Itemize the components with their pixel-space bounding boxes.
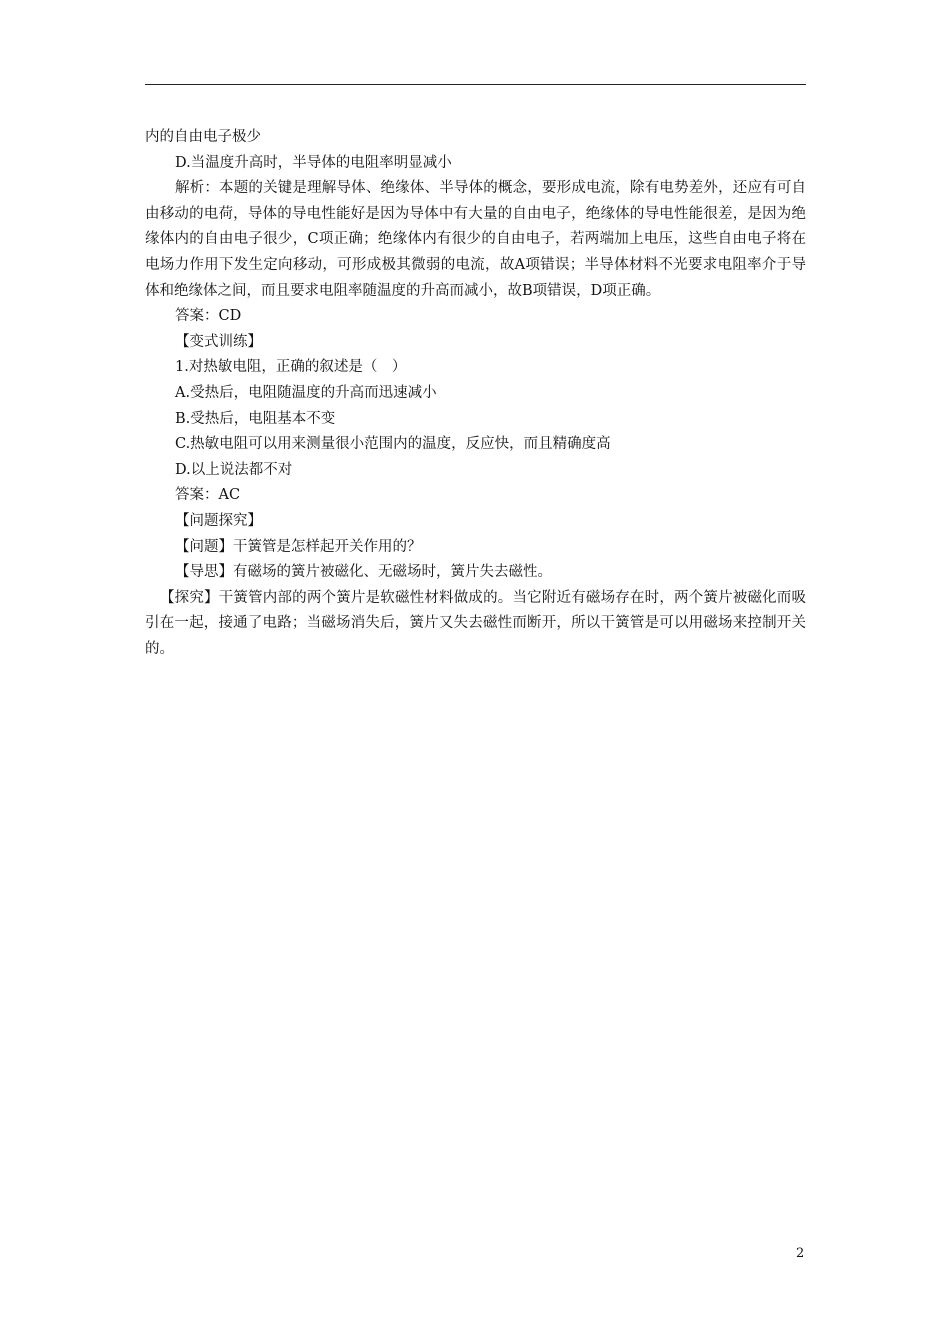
text-line: 内的自由电子极少 [145, 129, 261, 145]
option-a-line: A.受热后，电阻随温度的升高而迅速减小 [175, 384, 437, 401]
exploration-paragraph: 【探究】干簧管内部的两个簧片是软磁性材料做成的。当它附近有磁场存在时，两个簧片被磁化而吸引在一起，接通了电路；当磁场消失后，簧片又失去磁性而断开，所以干簧管是可以用磁场来控制开关的。 [145, 589, 806, 657]
document-body [145, 125, 806, 662]
analysis-paragraph: 解析：本题的关键是理解导体、绝缘体、半导体的概念，要形成电流，除有电势差外，还应有可自由移动的电荷，导体的导电性能好是因为导体中有大量的自由电子，绝缘体的导电性能很差，是因为绝缘体内的自由电子很少，C项正确；绝缘体内有很少的自由电子，若两端加上电压，这些自由电子将在电场力作用下发生定向移动，可形成极其微弱的电流，故A项错误；半导体材料不光要求电阻率介于导体和绝缘体之间，而且要求电阻率随温度的升高而减小，故B项错误，D项正确。 [145, 180, 806, 299]
question-line: 1.对热敏电阻，正确的叙述是（ ） [175, 359, 407, 376]
option-b-line: B.受热后，电阻基本不变 [175, 410, 336, 427]
option-c-line: C.热敏电阻可以用来测量很小范围内的温度，反应快，而且精确度高 [175, 436, 611, 453]
option-d-line: D.当温度升高时，半导体的电阻率明显减小 [175, 154, 452, 171]
header-rule [145, 84, 806, 85]
problem-line: 【问题】干簧管是怎样起开关作用的？ [175, 538, 422, 555]
page-number: 2 [796, 1246, 805, 1261]
option-d-line-2: D.以上说法都不对 [175, 461, 293, 478]
problem-exploration-heading: 【问题探究】 [175, 512, 262, 529]
variant-training-heading: 【变式训练】 [175, 333, 262, 350]
answer-line: 答案：CD [175, 308, 242, 325]
answer-line-2: 答案：AC [175, 487, 241, 504]
guide-line: 【导思】有磁场的簧片被磁化、无磁场时，簧片失去磁性。 [175, 564, 552, 581]
